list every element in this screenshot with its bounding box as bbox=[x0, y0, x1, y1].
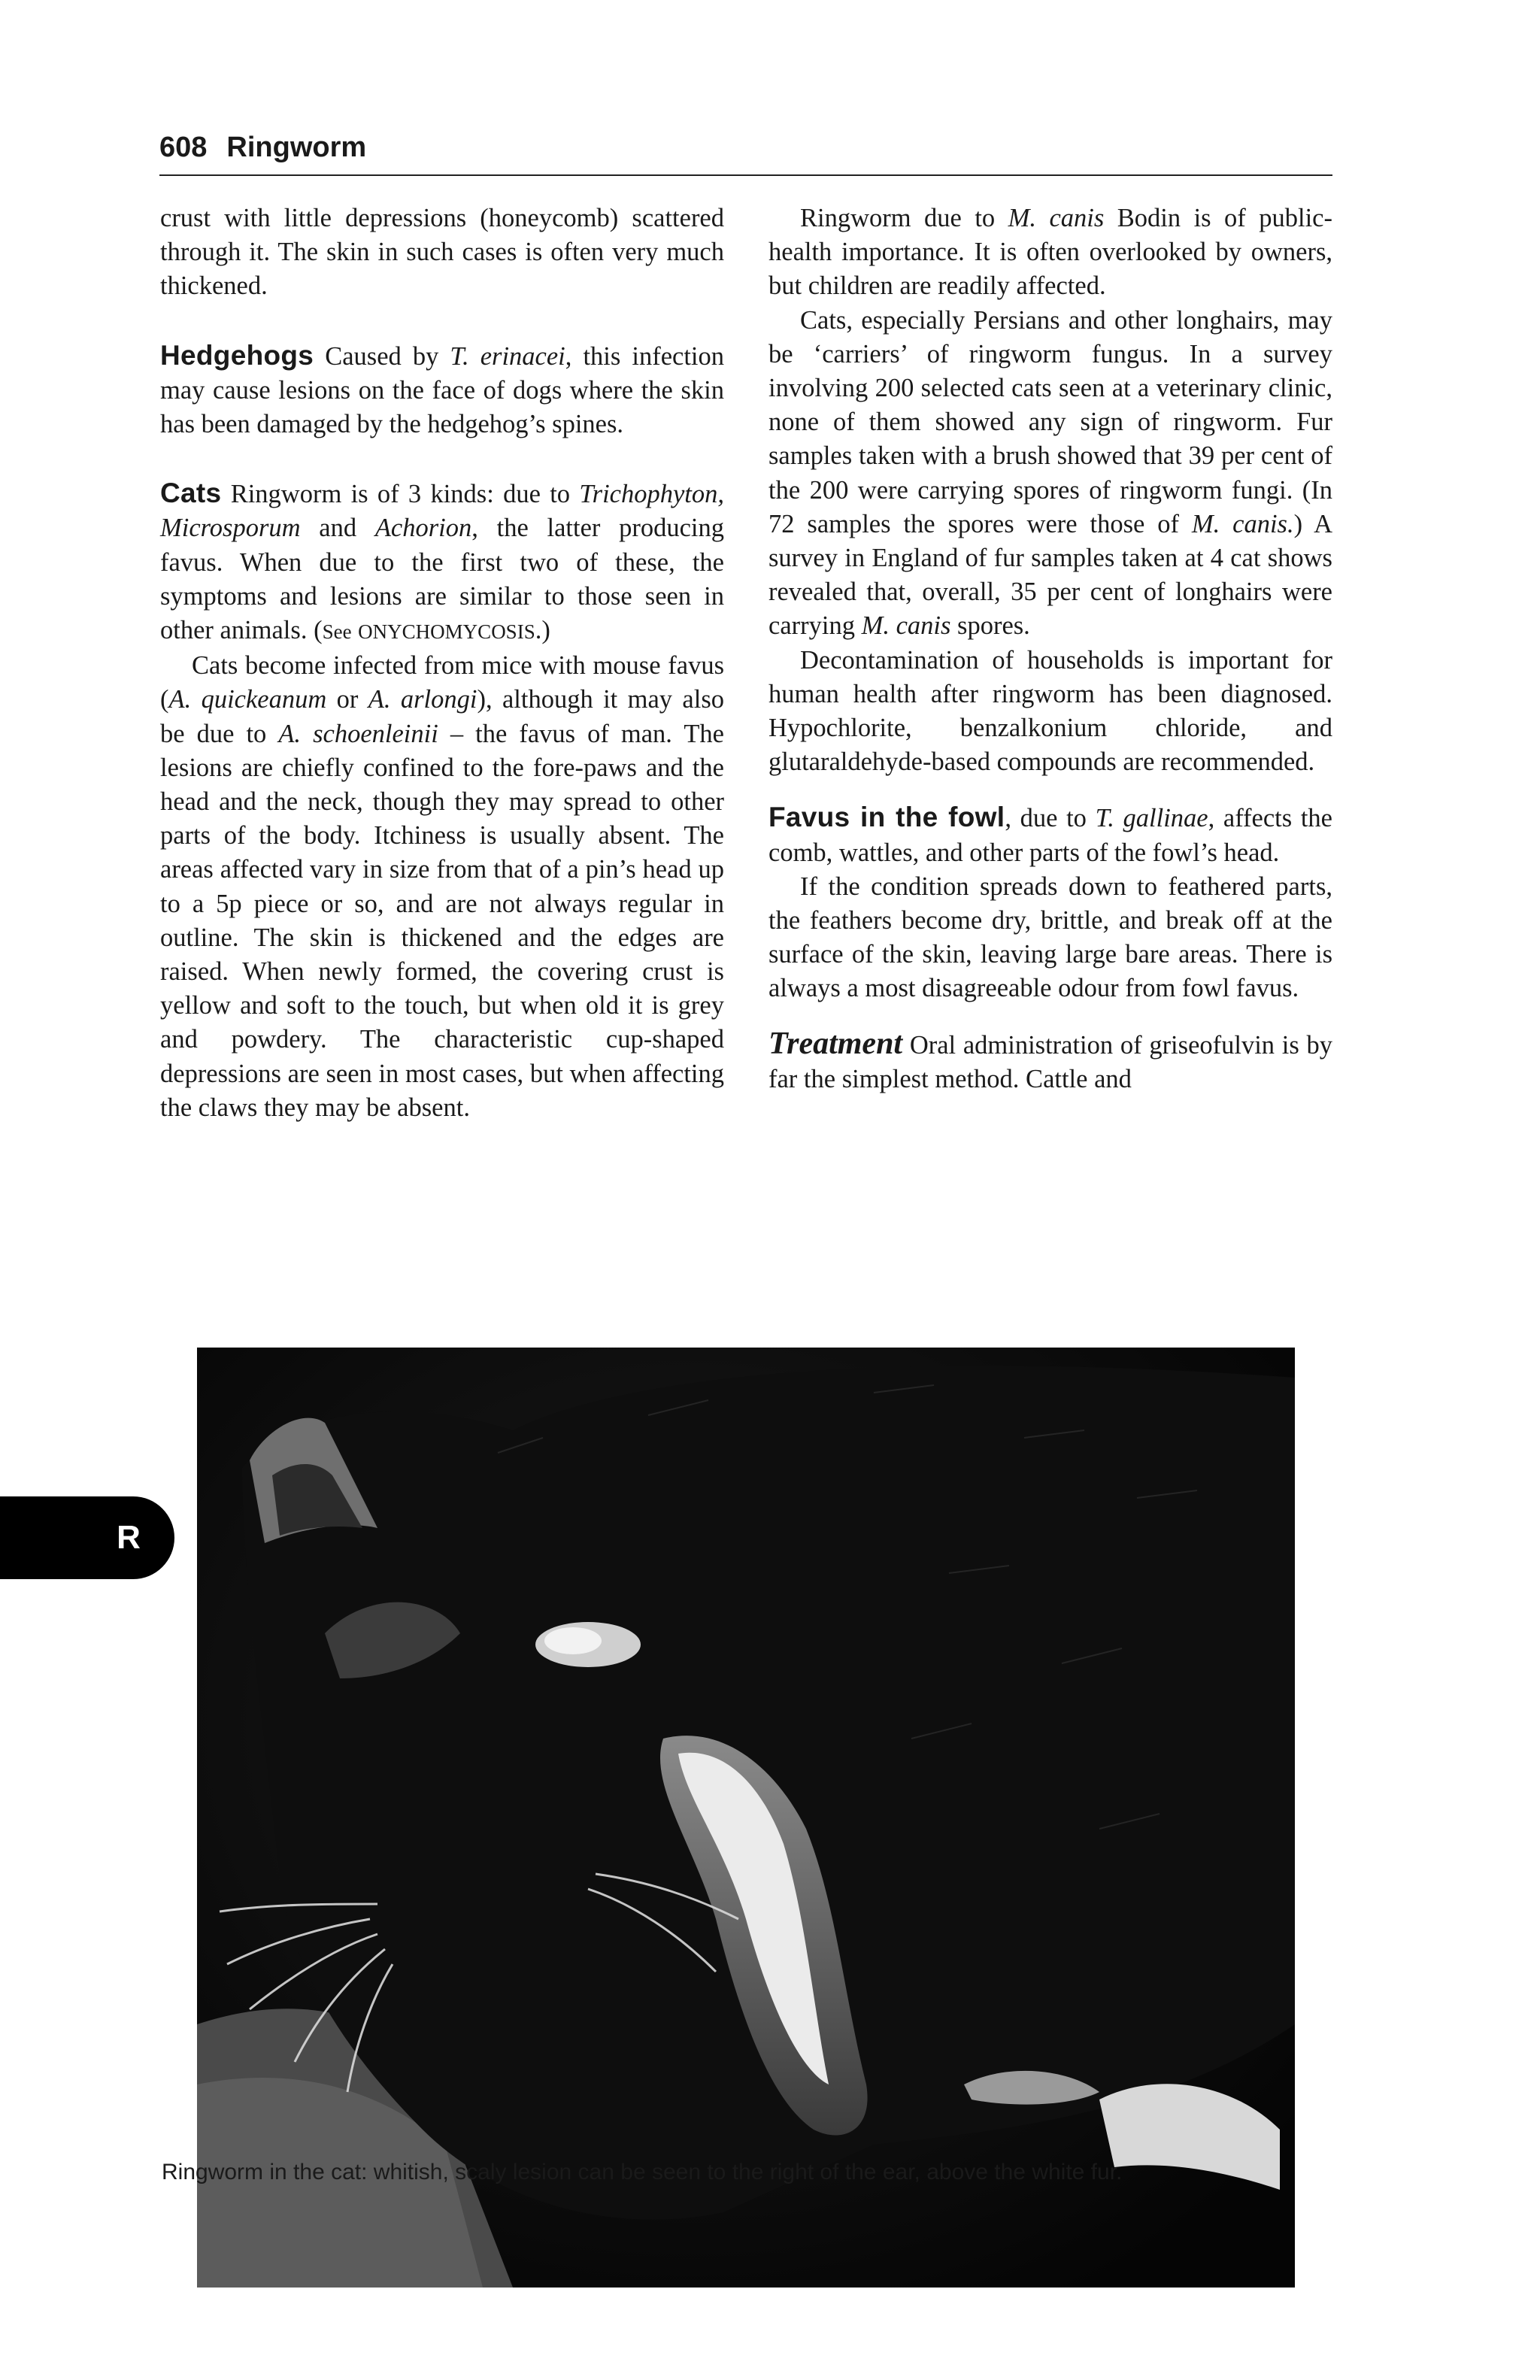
see-reference: See bbox=[322, 620, 352, 644]
species-name: M. canis. bbox=[1191, 509, 1294, 538]
text-span: or bbox=[326, 685, 368, 714]
paragraph-public-health bbox=[768, 202, 1332, 304]
running-title: Ringworm bbox=[226, 132, 367, 163]
section-letter: R bbox=[117, 1519, 141, 1556]
species-name: T. erinacei bbox=[450, 341, 565, 371]
paragraph-decontamination: Decontamination of households is important for human health after ringworm has been diagnosed. Hypochlorite, benzalkonium chloride, and glutaraldehyde-based compounds are recommended. bbox=[768, 645, 1332, 777]
text-span: .) bbox=[535, 616, 550, 645]
text-span: ) A survey in England of fur samples taken at 4 cat shows revealed that, overall, 35 per cent of longhairs were carrying bbox=[768, 509, 1332, 641]
text-span: , the latter producing favus. When due to the first two of these, the symptoms and lesions are similar to those seen in other animals. ( bbox=[160, 514, 724, 645]
entry-cats bbox=[160, 476, 724, 649]
text-span: Bodin is of public-health importance. It is often overlooked by owners, but children are readily affected. bbox=[768, 204, 1332, 301]
entry-hedgehogs bbox=[160, 338, 724, 442]
right-column bbox=[768, 202, 1332, 1096]
text-span: spores. bbox=[950, 611, 1030, 641]
genus-names: Trichophyton, Microsporum bbox=[160, 480, 724, 543]
paragraph-feathers: If the condition spreads down to feathered parts, the feathers become dry, brittle, and break off at the surface of the skin, leaving large bare areas. There is always a most disagreeable odour from fowl favus. bbox=[768, 872, 1332, 1003]
text-span: Oral administration of griseofulvin is by far the simplest method. Cattle and bbox=[768, 1030, 1332, 1093]
heading-favus-fowl: Favus in the fowl bbox=[768, 802, 1005, 833]
heading-hedgehogs: Hedgehogs bbox=[160, 339, 314, 371]
genus-name: Achorion bbox=[374, 514, 472, 543]
text-span: , this infection may cause lesions on the face of dogs where the skin has been damaged by the hedgehog’s spines. bbox=[160, 341, 724, 439]
page-number: 608 bbox=[159, 132, 208, 163]
text-span: and bbox=[300, 514, 375, 543]
text-span: Cats, especially Persians and other longhairs, may be ‘carriers’ of ringworm fungus. In a survey involving 200 selected cats seen at a veterinary clinic, none of them showed any sign of ringworm. Fur samples taken with a brush showed that 39 per cent of the 200 were carrying spores of ringworm fungi. (In 72 samples the spores were those of bbox=[768, 305, 1332, 538]
species-name: M. canis bbox=[1008, 204, 1105, 232]
text-span: ), although it may also be due to bbox=[160, 685, 725, 748]
paragraph-cats-infection bbox=[160, 649, 724, 1125]
text-span: , affects the comb, wattles, and other parts of the fowl’s head. bbox=[768, 804, 1332, 867]
text-span: Ringworm due to bbox=[800, 204, 1008, 232]
heading-cats: Cats bbox=[160, 478, 222, 509]
species-name: T. gallinae bbox=[1095, 804, 1208, 833]
cat-photograph bbox=[197, 1348, 1295, 2288]
cross-reference-link[interactable]: ONYCHOMYCOSIS bbox=[358, 620, 535, 644]
running-header bbox=[159, 120, 1332, 176]
species-name: A. schoenleinii bbox=[278, 719, 438, 748]
paragraph-carriers bbox=[768, 304, 1332, 644]
text-span: Ringworm is of 3 kinds: due to bbox=[221, 480, 580, 509]
entry-treatment bbox=[768, 1027, 1332, 1096]
section-thumb-tab[interactable] bbox=[0, 1496, 174, 1579]
text-span: – the favus of man. The lesions are chiefly confined to the fore-paws and the head and the neck, though they may spread to other parts of the body. Itchiness is usually absent. The areas affected vary in size from that of a pin’s head up to a 5p piece or so, and are not always regular in outline. The skin is thickened and the edges are raised. When newly formed, the covering crust is yellow and soft to the touch, but when old it is grey and powdery. The characteristic cup-shaped depressions are seen in most cases, but when affecting the claws they may be absent. bbox=[160, 719, 724, 1122]
text-span: Cats become infected from mice with mouse favus ( bbox=[160, 651, 724, 714]
paragraph-crust: crust with little depressions (honeycomb) scattered through it. The skin in such cases is often very much thickened. bbox=[160, 204, 724, 301]
left-column bbox=[160, 202, 724, 1125]
cat-photo-illustration bbox=[197, 1348, 1295, 2288]
species-name: M. canis bbox=[861, 611, 951, 641]
text-span: , due to bbox=[1005, 804, 1096, 833]
species-name: A. arlongi bbox=[368, 685, 477, 714]
entry-favus-fowl bbox=[768, 800, 1332, 869]
species-name: A. quickeanum bbox=[168, 685, 327, 714]
heading-treatment: Treatment bbox=[768, 1026, 903, 1061]
text-span: Caused by bbox=[314, 341, 450, 371]
figure-caption: Ringworm in the cat: whitish, scaly lesion can be seen to the right of the ear, above the white fur. bbox=[162, 2160, 1123, 2184]
